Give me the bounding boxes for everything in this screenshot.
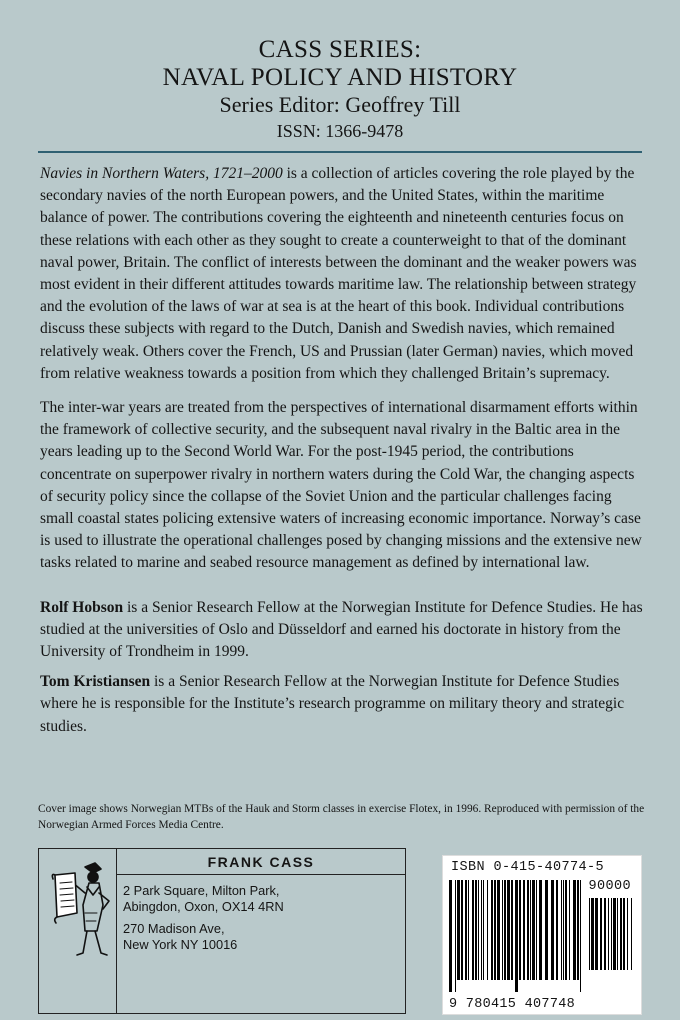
ean-digits: 9 780415 407748 (449, 997, 576, 1012)
barcode-bar (551, 880, 554, 980)
barcode-bar (487, 880, 488, 980)
barcode-bar (627, 898, 628, 970)
barcode-bar (631, 898, 632, 970)
barcode-bar (511, 880, 513, 980)
barcode-bar (617, 898, 618, 970)
barcode-bar (595, 898, 598, 970)
barcode-bar (604, 898, 606, 970)
barcode-bar (497, 880, 500, 980)
series-title-line2: NAVAL POLICY AND HISTORY (162, 64, 518, 91)
barcode-bar (565, 880, 567, 980)
author-bio-1-text: is a Senior Research Fellow at the Norwegian Institute for Defence Studies. He has studied at the universities of Oslo and Düsseldorf and earned his doctorate in history from the University of Trondheim in 1999. (40, 598, 643, 661)
barcode-bar (600, 898, 602, 970)
series-header (0, 36, 680, 143)
barcode-bar (532, 880, 535, 980)
barcode-bar (591, 898, 594, 970)
barcode-bar (504, 880, 506, 980)
author-name-1: Rolf Hobson (40, 598, 124, 616)
barcode-bar (465, 880, 467, 980)
barcode-bar (556, 880, 558, 980)
barcode-bar (449, 880, 452, 992)
barcode-bar (475, 880, 477, 980)
isbn-label: ISBN 0-415-40774-5 (451, 860, 605, 875)
barcode-bars-main (449, 880, 583, 992)
barcode-bar (573, 880, 576, 980)
blurb-paragraph-1-text: is a collection of articles covering the role played by the secondary navies of the north European powers, and the United States, within the maritime balance of power. The contributions covering the eighteenth and nineteenth centuries focus on these relations with each other as they sought to create a counterweight to that of the dominant naval power, Britain. The conflict of interests between the dominant and the weaker powers was most evident in their different attitudes towards maritime law. The relationship between strategy and the evolution of the laws of war at sea is at the heart of this book. Individual contributions discuss these subjects with regard to the Dutch, Danish and Swedish navies, which remained relatively weak. Others cover the French, US and Prussian (later German) navies, which moved from relative weakness towards a position from which they challenged Britain’s supremacy. (40, 165, 637, 382)
barcode-bar (527, 880, 529, 980)
publisher-logo-cell (39, 849, 117, 1013)
series-title-line1: CASS SERIES: (258, 36, 422, 63)
barcode-bar (545, 880, 548, 980)
barcode-bar (472, 880, 474, 980)
blurb (40, 163, 644, 746)
publisher-address-us (123, 921, 237, 953)
barcode-bar (577, 880, 579, 980)
barcode-bar (608, 898, 609, 970)
author-bio-2-text: is a Senior Research Fellow at the Norwegian Institute for Defence Studies where he is responsible for the Institute’s research programme on military theory and strategic studies. (40, 673, 625, 735)
barcode-bar (530, 880, 531, 980)
barcode-bar (580, 880, 581, 992)
barcode-bar (563, 880, 564, 980)
barcode-bar (561, 880, 562, 980)
barcode-bar (620, 898, 622, 970)
publisher-name: FRANK CASS (117, 849, 405, 875)
barcode-bar (611, 898, 612, 970)
barcode-bar (481, 880, 482, 980)
blurb-paragraph-1 (40, 163, 644, 385)
author-name-2: Tom Kristiansen (40, 673, 151, 691)
barcode-bar (515, 880, 518, 992)
cover-image-credit: Cover image shows Norwegian MTBs of the Hauk and Storm classes in exercise Flotex, in 1996. Reproduced with permission of the Norwegian Armed Forces Media Centre. (38, 803, 645, 831)
barcode-bar (507, 880, 510, 980)
barcode-bar (483, 880, 484, 980)
book-title: Navies in Northern Waters, 1721–2000 (40, 165, 283, 182)
barcode-bar (569, 880, 570, 980)
address-us-line2: New York NY 10016 (123, 937, 238, 952)
barcode-bar (468, 880, 469, 980)
barcode-bar (589, 898, 590, 970)
series-editor: Series Editor: Geoffrey Till (219, 92, 461, 117)
publisher-box (38, 848, 406, 1014)
author-bio-1 (40, 597, 644, 664)
town-crier-logo-icon (39, 853, 115, 963)
barcode-bar (519, 880, 521, 980)
barcode-bar (613, 898, 616, 970)
issn: ISSN: 1366-9478 (276, 121, 404, 141)
barcode-bar (478, 880, 479, 980)
price-code: 90000 (588, 879, 631, 894)
barcode-bar (539, 880, 542, 980)
barcode-panel (442, 855, 642, 1015)
barcode-bar (523, 880, 525, 980)
barcode-bar (623, 898, 625, 970)
header-divider (38, 151, 642, 153)
barcode-bar (536, 880, 537, 980)
author-bio-2 (40, 671, 644, 738)
barcode-bars-addon (589, 898, 635, 982)
blurb-paragraph-2: The inter-war years are treated from the perspectives of international disarmament efforts within the framework of collective security, and the subsequent naval rivalry in the Baltic area in the years leading up to the Second World War. For the post-1945 period, the contributions concentrate on superpower rivalry in northern waters during the Cold War, the changing aspects of security policy since the collapse of the Soviet Union and the particular challenges facing small coastal states policing extensive waters of increasing economic importance. Norway’s case is used to illustrate the operational challenges posed by changing missions and the extensive new tasks related to marine and seabed resource management as defined by international law. (40, 399, 642, 572)
address-uk-line1: 2 Park Square, Milton Park, (123, 883, 280, 898)
barcode-bar (455, 880, 456, 992)
address-us-line1: 270 Madison Ave, (123, 921, 225, 936)
barcode-bar (461, 880, 463, 980)
address-uk-line2: Abingdon, Oxon, OX14 4RN (123, 899, 284, 914)
barcode-bar (457, 880, 460, 980)
barcode-bar (494, 880, 496, 980)
barcode-bar (502, 880, 503, 980)
publisher-address-uk (123, 883, 284, 915)
barcode-bar (491, 880, 493, 980)
